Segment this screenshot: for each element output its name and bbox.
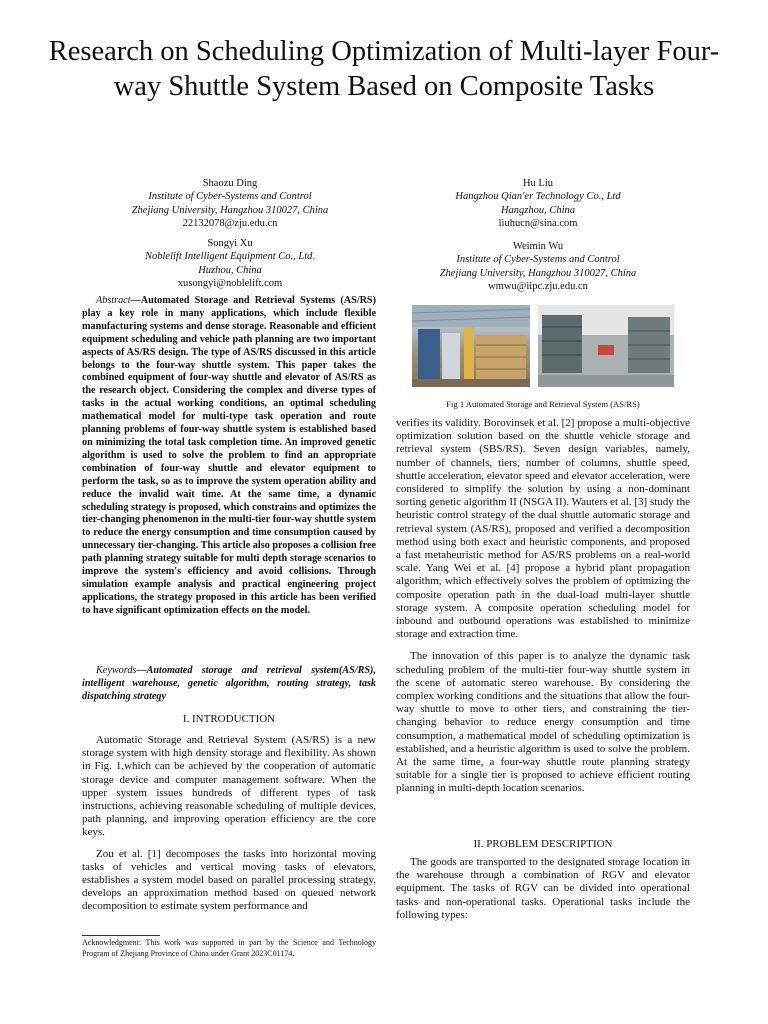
- author-affiliation-location: Zhejiang University, Hangzhou 310027, China: [131, 204, 329, 216]
- right-column-body-2: [396, 856, 690, 922]
- paper-title: Research on Scheduling Optimization of Multi-layer Four-way Shuttle System Based on Composite Tasks: [48, 36, 720, 102]
- footnote: Acknowledgment: This work was supported in part by the Science and Technology Program of Zhejiang Province of China under Grant 2023C01174.: [82, 938, 376, 958]
- keywords-lead: Keywords: [96, 665, 137, 676]
- section-heading-problem-description: II. PROBLEM DESCRIPTION: [473, 838, 613, 850]
- author-email: xusongyi@noblelift.com: [177, 277, 283, 289]
- paragraph: Zou et al. [1] decomposes the tasks into horizontal moving tasks of vehicles and vertical moving tasks of elevators, establishes a system model based on parallel processing strategy, develops an approximation method based on queued network decomposition to estimate system performance and: [82, 847, 376, 913]
- author-block-2: [408, 177, 668, 230]
- section-heading-introduction: I. INTRODUCTION: [182, 713, 276, 725]
- author-name: Hu Liu: [522, 178, 554, 189]
- paragraph: The goods are transported to the designated storage location in the warehouse through a combination of RGV and elevator equipment. The tasks of RGV can be divided into operational tasks and non-operational tasks. Operational tasks include the following types:: [396, 856, 690, 921]
- author-affiliation-location: Zhejiang University, Hangzhou 310027, China: [439, 267, 637, 279]
- author-block-4: [408, 240, 668, 293]
- warehouse-photo-left-drawing: [412, 305, 530, 387]
- author-email: 22132078@zju.edu.cn: [182, 217, 278, 229]
- abstract-text: —Automated Storage and Retrieval Systems (AS/RS) play a key role in many applications, which include flexible manufacturing systems and dense storage. Reasonable and efficient equipment scheduling and vehicle path planning are two important aspects of AS/RS design. The type of AS/RS discussed in this article belongs to the four-way shuttle system. This paper takes the combined equipment of four-way shuttle and elevator of AS/RS as the research object. Considering the complex and diverse types of tasks in the actual working conditions, an optimal scheduling mathematical model for multi-type task operation and route planning problems of four-way shuttle system is established based on minimizing the total task completion time. An improved genetic algorithm is used to solve the problem to find an appropriate combination of four-way shuttle and elevator equipment to perform the task, so as to improve the system operation ability and reduce the invalid wait time. At the same time, a dynamic scheduling strategy is proposed, which constrains and optimizes the tier-changing phenomenon in the multi-tier four-way shuttle system to reduce the energy consumption and time consumption caused by unnecessary tier-changing. This article also proposes a collision free path planning strategy suitable for multi depth storage scenarios to improve the system's efficiency and avoid collisions. Through simulation example analysis and practical engineering project applications, the strategy proposed in this article has been verified to have significant optimization effects on the model.: [82, 295, 376, 616]
- author-block-3: [100, 237, 360, 290]
- author-affiliation-location: Hangzhou, China: [500, 204, 576, 216]
- warehouse-photo-right: [538, 305, 674, 387]
- author-name: Shaozu Ding: [202, 178, 258, 189]
- warehouse-photo-left: [412, 305, 530, 387]
- paragraph: The innovation of this paper is to analyze the dynamic task scheduling problem of the multi-tier four-way shuttle system in the scene of automatic stereo warehouse. By considering the complex working conditions and the situations that allow the four-way shuttle to move to other tiers, and constraining the tier-changing behavior to reduce energy consumption and time consumption, a mathematical model of scheduling optimization is established, and a heuristic algorithm is used to solve the problem. At the same time, a four-way shuttle route planning strategy suitable for a single tier is proposed to achieve efficient routing planning in multi-depth location scenarios.: [396, 650, 690, 795]
- abstract-lead: Abstract: [96, 295, 131, 306]
- footnote-rule: [82, 935, 160, 936]
- author-name: Weimin Wu: [512, 241, 564, 252]
- author-affiliation-location: Huzhou, China: [198, 264, 262, 276]
- figure-1: [412, 305, 674, 387]
- left-column-body: [82, 734, 376, 914]
- author-affiliation: Noblelift Intelligent Equipment Co., Ltd.: [144, 251, 316, 263]
- author-affiliation: Hangzhou Qian'er Technology Co., Ltd: [455, 191, 621, 203]
- author-block-1: [100, 177, 360, 230]
- keywords: [82, 664, 376, 703]
- keywords-text: —Automated storage and retrieval system(AS/RS), intelligent warehouse, genetic algorithm, routing strategy, task dispatching strategy: [82, 665, 376, 702]
- author-affiliation: Institute of Cyber-Systems and Control: [456, 254, 620, 266]
- paragraph: verifies its validity. Borovinsek et al. [2] propose a multi-objective optimization solution based on the shuttle vehicle storage and retrieval system (SBS/RS). Seven design variables, namely, number of channels, tiers, number of columns, shuttle speed, shuttle acceleration, elevator speed and elevator acceleration, were considered to simplify the solution by using a non-dominant sorting genetic algorithm II (NSGA II). Wauters et al. [3] study the heuristic control strategy of the dual shuttle automatic storage and retrieval system (AS/RS), proposed and verified a decomposition method using both exact and heuristic components, and proposed a fast metaheuristic method for AS/RS problems on a real-world scale. Yang Wei et al. [4] propose a hybrid plant propagation algorithm, which effectively solves the problem of optimizing the composite operation path in the dual-load multi-layer shuttle storage system. A composite operation scheduling model for inbound and outbound operations was established to minimize storage and extraction time.: [396, 417, 690, 641]
- abstract: [82, 295, 376, 618]
- warehouse-photo-right-drawing: [538, 305, 674, 387]
- author-email: wmwu@iipc.zju.edu.cn: [488, 280, 588, 292]
- paragraph: Automatic Storage and Retrieval System (AS/RS) is a new storage system with high density storage and flexibility. As shown in Fig. 1,which can be achieved by the cooperation of automatic storage device and computer management software. When the upper system issues hundreds of different types of task instructions, achieving reasonable scheduling of multiple devices, path planning, and improving operation efficiency are the core keys.: [82, 734, 376, 839]
- right-column-body: [396, 417, 690, 796]
- author-affiliation: Institute of Cyber-Systems and Control: [148, 191, 312, 203]
- author-email: liuhucn@sina.com: [498, 217, 578, 229]
- author-name: Songyi Xu: [207, 238, 253, 249]
- figure-caption: Fig 1 Automated Storage and Retrieval System (AS/RS): [446, 399, 640, 409]
